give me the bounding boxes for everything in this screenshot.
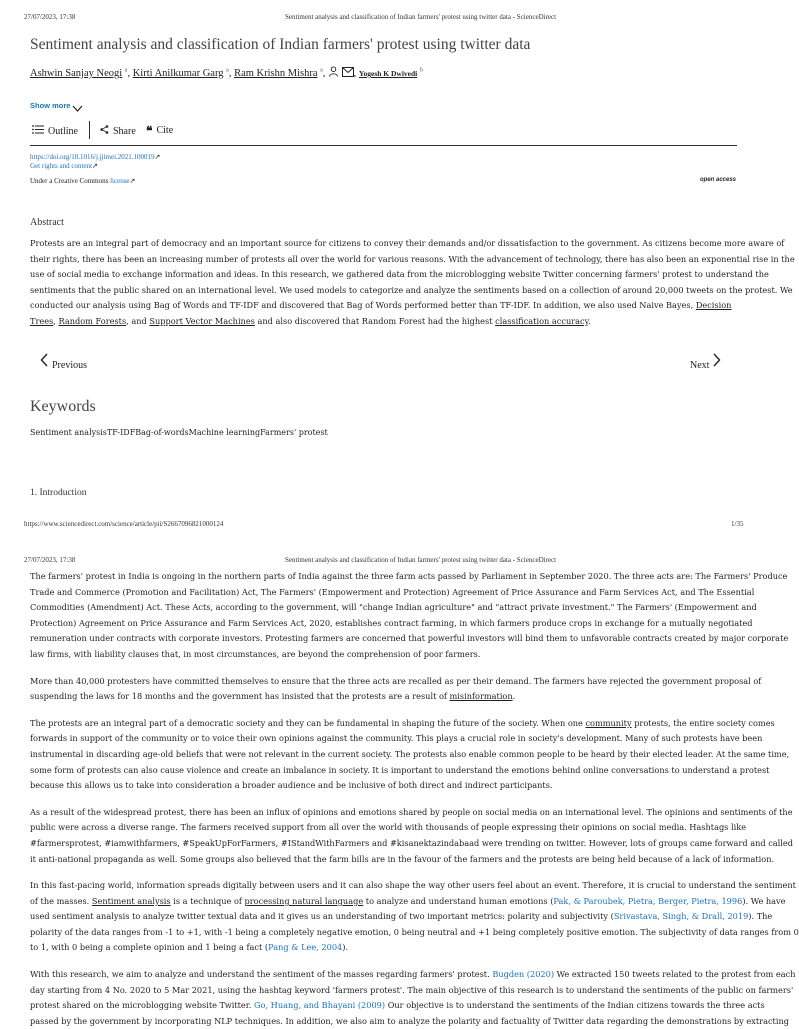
text-line: remuneration under contracts with corporate investors. Protesting farmers are concerned that powerful investors will bind them to unfavorable contracts created by major corporate — [30, 633, 789, 644]
text-span: of the masses. — [30, 895, 92, 906]
text-line: In this fast-pacing world, information spreads digitally between users and it can also shape the way other users feel about an event. Therefore, it is crucial to understand the sentiment — [30, 880, 796, 891]
paragraph — [30, 805, 793, 867]
text-line: passed by the government by incorporating NLP techniques. In addition, we also aim to analyze the polarity and factuality of Twitter data regarding the demonstrations by extracting — [30, 1015, 789, 1026]
text-span: The protests are an integral part of a democratic society and they can be fundamental in shaping the future of the society. When one — [30, 717, 586, 728]
text-line — [30, 998, 765, 1014]
rights-text: Get rights and content — [30, 162, 93, 170]
text-line: The farmers' protest in India is ongoing in the northern parts of India against the three farm acts passed by Parliament in September 2020. The three acts are: The Farmers' Produce — [30, 571, 788, 581]
svm-link[interactable]: Support Vector Machines — [149, 315, 255, 326]
list-icon — [32, 125, 44, 137]
author-affiliation[interactable]: a — [226, 67, 229, 74]
rights-link[interactable] — [30, 162, 98, 170]
abstract-line: use of social media to exchange information and ideas. In this research, we gathered data from the microblogging website Twitter concerning farmers' protest to understand the — [30, 269, 769, 280]
text-span: suspending the laws for 18 months and the government has insisted that the protests are a result of — [30, 691, 450, 702]
previous-label: Previous — [52, 360, 87, 371]
text-line: some form of protests can also cause violence and create an imbalance in society. It is important to understand the emotions behind online conversations to understand a protest — [30, 764, 770, 775]
text-line: forwards in support of the community or to voice their own opinions against the community. This plays a crucial role in society's development. Many of such protests have been — [30, 733, 763, 744]
abstract-text — [30, 236, 795, 330]
citation-link[interactable]: Go, Huang, and Bhayani (2009) — [254, 1000, 386, 1011]
text-span: ). We have — [742, 895, 786, 906]
text-span: used sentiment analysis to analyze twitter textual data and it gives us an understanding of two important metrics: polarity and subjectivity ( — [30, 911, 614, 922]
print-header-date: 27/07/2023, 17:38 — [24, 556, 76, 564]
text-line — [30, 894, 786, 910]
abstract-text-span: conducted our analysis using Bag of Words and TF-IDF and discovered that Bag of Words performed better than TF-IDF. In addition, we also used Naive Bayes, — [30, 300, 694, 311]
abstract-line: sentiments that the public shared on an international level. We used models to categorize and analyze the sentiments based on a collection of around 20,000 tweets on the protest. We — [30, 284, 793, 295]
cite-button[interactable] — [146, 125, 173, 136]
text-span: . — [512, 691, 516, 702]
abstract-text-span: . — [588, 315, 591, 326]
license-link[interactable]: license — [110, 177, 130, 185]
article-toolbar — [30, 121, 736, 143]
paragraph — [30, 569, 789, 663]
next-label: Next — [690, 360, 710, 371]
text-line — [30, 940, 750, 956]
text-span: protest shared on the microblogging website Twitter. — [30, 1000, 254, 1011]
show-more-button[interactable] — [30, 98, 83, 117]
text-line: Commodities (Amendment) Act. These Acts, according to the government, will "change Indian agriculture" and "attract private investment." The Farmers' (Empowerment and — [30, 602, 757, 613]
text-line: instrumental in discarding age-old beliefs that were not relevant in the current society. The protests also enable common people to be heard by their elected leader. At the same time, — [30, 748, 790, 759]
author-link[interactable]: Yogesh K Dwivedi — [358, 69, 418, 78]
text-line — [30, 689, 750, 705]
license-line — [30, 177, 135, 185]
doi-text: https://doi.org/10.1016/j.jjimei.2021.100019 — [30, 153, 155, 161]
paragraph — [30, 878, 799, 956]
print-header-title: Sentiment analysis and classification of Indian farmers' protest using twitter data - ScienceDirect — [285, 556, 557, 564]
abstract-line — [30, 298, 750, 314]
text-span: Our objective is to understand the sentiments of the Indian citizens towards the three acts — [385, 1000, 765, 1011]
introduction-heading: 1. Introduction — [30, 488, 87, 498]
text-line: because this allows us to take into consideration a broader audience and be inclusive of both direct and indirect participants. — [30, 780, 553, 791]
person-icon[interactable] — [328, 66, 339, 80]
share-icon — [100, 125, 109, 137]
open-access-badge: open access — [700, 177, 737, 183]
abstract-line — [30, 314, 750, 330]
decision-trees-link[interactable]: Trees — [30, 315, 54, 326]
email-icon[interactable] — [342, 67, 354, 80]
abstract-line: Protests are an integral part of democracy and an important source for citizens to convey their demands and/or dissatisfaction to the government. As citizens become more aware of — [30, 238, 785, 248]
citation-link[interactable]: Bugden (2020) — [492, 969, 555, 980]
text-line — [30, 967, 796, 983]
chevron-down-icon — [72, 98, 83, 117]
outline-label: Outline — [48, 125, 78, 137]
keywords-heading: Keywords — [30, 398, 96, 415]
external-link-icon: ↗ — [154, 153, 161, 161]
text-line — [30, 909, 773, 925]
decision-trees-link[interactable]: Decision — [695, 300, 732, 311]
text-span: We extracted 150 tweets related to the protest from each — [554, 969, 796, 980]
author-affiliation[interactable]: b — [419, 67, 423, 74]
text-line: More than 40,000 protesters have committed themselves to ensure that the three acts are recalled as per their demand. The farmers have rejected the government proposal of — [30, 675, 762, 686]
text-line: day starting from 4 No. 2020 to 5 Mar 2021, using the hashtag keyword 'farmers protest'. The main objective of this research is to understand the sentiments of the public on farmers' — [30, 984, 794, 995]
author-affiliation[interactable]: a — [124, 67, 128, 74]
text-line: polarity of the data ranges from -1 to +1, with -1 being a completely negative emotion, 0 being neutral and +1 being completely positive emotion. The subjectivity of data ranges from 0 — [30, 926, 799, 937]
author-list: Ashwin Sanjay Neogi $^a$, Kirti Anilkumar Garg $^a$, Ram Krishn Mishra $^a$, , Yogesh K Dwivedi $^b$ — [30, 67, 423, 79]
author-link[interactable]: Ram Krishn Mishra — [234, 68, 318, 79]
community-link[interactable]: community — [585, 717, 632, 728]
print-footer-page: 1/35 — [731, 520, 744, 528]
abstract-text-span: and also discovered that Random Forest had the highest — [254, 315, 496, 326]
external-link-icon: ↗ — [92, 162, 98, 170]
share-label: Share — [113, 125, 136, 137]
introduction-body — [30, 569, 799, 1029]
paragraph — [30, 967, 796, 1029]
classification-accuracy-link[interactable]: classification accuracy — [495, 315, 589, 326]
chevron-left-icon — [40, 352, 48, 371]
text-line: public were across a diverse range. The farmers received support from all over the world with thousands of people expressing their opinions on social media. Hashtags like — [30, 822, 747, 833]
text-span: ). The — [748, 911, 773, 922]
text-line: #farmersprotest, #iamwithfarmers, #SpeakUpForFarmers, #IStandWithFarmers and #kisanektazindabaad were trending on twitter. However, lots of groups came forward and called — [30, 837, 793, 848]
quote-icon: ❝ — [146, 123, 153, 138]
external-link-icon: ↗ — [129, 177, 136, 185]
print-header-title: Sentiment analysis and classification of Indian farmers' protest using twitter data - ScienceDirect — [285, 13, 557, 21]
doi-link[interactable] — [30, 153, 160, 161]
citation-link[interactable]: Pang & Lee, 2004 — [268, 942, 343, 953]
misinformation-link[interactable]: misinformation — [449, 691, 513, 702]
text-span: to 1, with 0 being a complete opinion and 1 being a fact ( — [30, 942, 269, 953]
article-title: Sentiment analysis and classification of Indian farmers' protest using twitter data — [30, 36, 531, 53]
text-line: As a result of the widespread protest, there has been an influx of opinions and emotions shared by people on social media on an international level. The opinions and sentiments of the — [30, 806, 793, 817]
text-span: is a technique of — [170, 895, 245, 906]
text-span: ). — [342, 942, 349, 953]
abstract-text-span: , — [53, 315, 59, 326]
random-forests-link[interactable]: Random Forests — [58, 315, 127, 326]
text-line: law firms, with liability clauses that, in most circumstances, are beyond the comprehension of poor farmers. — [30, 648, 481, 659]
cite-label: Cite — [156, 125, 174, 136]
print-footer-url: https://www.sciencedirect.com/science/article/pii/S2667096821000124 — [24, 520, 224, 528]
toolbar-divider — [30, 145, 737, 146]
text-line: Protection) Agreement on Price Assurance and Farm Services Act, 2020, establishes contract farming, in which farmers produce crops in exchange for a mutually negotiated — [30, 617, 753, 628]
citation-link[interactable]: Srivastava, Singh, & Drall, 2019 — [613, 911, 749, 922]
author-affiliation[interactable]: a — [320, 67, 323, 74]
citation-link[interactable]: Pak, & Paroubek, Pietra, Berger, Pietra, 1996 — [553, 895, 743, 906]
share-button[interactable] — [100, 125, 136, 137]
text-span: With this research, we aim to analyze and understand the sentiment of the masses regarding farmers' protest. — [30, 969, 493, 980]
toolbar-separator — [89, 121, 90, 139]
show-more-label: Show more — [30, 101, 71, 110]
abstract-heading: Abstract — [30, 217, 64, 228]
text-span: to analyze and understand human emotions ( — [363, 895, 554, 906]
outline-button[interactable] — [32, 125, 78, 137]
nlp-link[interactable]: processing natural language — [244, 895, 364, 906]
next-button[interactable] — [690, 352, 721, 371]
chevron-right-icon — [713, 352, 721, 371]
text-span: protests, the entire society comes — [631, 717, 775, 728]
keywords-list: Sentiment analysisTF-IDFBag-of-wordsMachine learningFarmers' protest — [30, 428, 328, 437]
text-line — [30, 716, 775, 732]
text-line: it anti-national propaganda as well. Some groups also believed that the farm bills are in the favour of the farmers and the protests are being held because of a lack of information. — [30, 853, 775, 864]
paragraph — [30, 716, 790, 794]
license-prefix: Under a Creative Commons — [30, 177, 109, 185]
previous-button[interactable] — [40, 352, 87, 371]
text-line: Trade and Commerce (Promotion and Facilitation) Act, The Farmers' (Empowerment and Protection) Agreement of Price Assurance and Farm Services Act, and The Essential — [30, 586, 755, 597]
abstract-text-span: , and — [126, 315, 150, 326]
author-link[interactable]: Ashwin Sanjay Neogi — [30, 68, 123, 79]
print-header-date: 27/07/2023, 17:38 — [24, 13, 76, 21]
author-link[interactable]: Kirti Anilkumar Garg — [132, 68, 224, 79]
paragraph — [30, 674, 762, 705]
abstract-line: their rights, there has been an increasing number of protests all over the world for various reasons. With the advancement of technology, there has also been an exponential rise in the — [30, 253, 795, 264]
sentiment-analysis-link[interactable]: Sentiment analysis — [91, 895, 171, 906]
